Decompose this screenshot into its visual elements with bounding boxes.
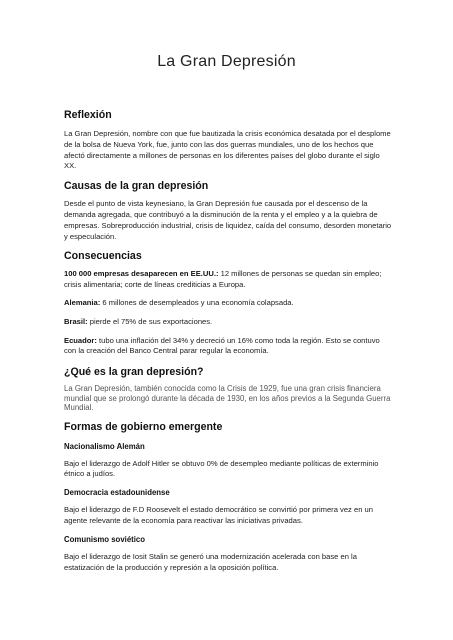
consecuencia-item xyxy=(64,269,392,291)
paragraph-democracia: Bajo el liderazgo de F.D Roosevelt el estado democrático se convirtió por primera vez en un agente relevante de la economía para reactivar las iniciativas privadas. xyxy=(64,505,373,526)
subheading-nacionalismo: Nacionalismo Alemán xyxy=(64,441,145,451)
heading-formas: Formas de gobierno emergente xyxy=(64,420,223,433)
consecuencia-label: 100 000 empresas desaparecen en EE.UU.: xyxy=(64,269,219,279)
consecuencia-item xyxy=(64,336,392,358)
consecuencia-text: 6 millones de desempleados y una economía colapsada. xyxy=(100,297,294,307)
subheading-comunismo: Comunismo soviético xyxy=(64,534,146,544)
consecuencia-text: 12 millones de personas se quedan sin empleo; crisis alimentaria; corte de líneas crediticias a Europa. xyxy=(64,269,382,290)
consecuencia-label: Ecuador: xyxy=(64,335,97,345)
consecuencia-text: pierde el 75% de sus exportaciones. xyxy=(87,316,213,326)
paragraph-que-es: La Gran Depresión, también conocida como la Crisis de 1929, fue una gran crisis financiera mundial que se prolongó durante la década de 1930, en los años previos a la Segunda Guerra Mundial. xyxy=(64,384,391,413)
heading-reflexion: Reflexión xyxy=(64,109,112,121)
heading-que-es: ¿Qué es la gran depresión? xyxy=(64,366,204,379)
paragraph-nacionalismo: Bajo el liderazgo de Adolf Hitler se obtuvo 0% de desempleo mediante políticas de exterminio étnico a judíos. xyxy=(64,458,379,479)
paragraph-comunismo: Bajo el liderazgo de Iosit Stalin se generó una modernización acelerada con base en la estatización de la producción y represión a la oposición política. xyxy=(64,551,357,572)
consecuencia-label: Alemania: xyxy=(64,297,101,307)
paragraph-reflexion: La Gran Depresión, nombre con que fue bautizada la crisis económica desatada por el desplome de la bolsa de Nueva York, fue, junto con las dos guerras mundiales, uno de los hechos que afectó directamente a millones de personas en los diferentes países del globo durante el siglo XX. xyxy=(64,129,391,171)
consecuencia-item xyxy=(64,298,392,309)
heading-causas: Causas de la gran depresión xyxy=(64,180,209,193)
consecuencia-text: tubo una inflación del 34% y decreció un 16% como toda la región. Esto se contuvo con la creación del Banco Central parar regular la economía. xyxy=(64,335,380,356)
consecuencia-item xyxy=(64,317,392,328)
consecuencia-label: Brasil: xyxy=(64,316,88,326)
subheading-democracia: Democracia estadounidense xyxy=(64,488,170,498)
document-title: La Gran Depresión xyxy=(157,53,296,70)
document-body xyxy=(64,108,392,573)
paragraph-causas: Desde el punto de vista keynesiano, la Gran Depresión fue causada por el descenso de la demanda agregada, que contribuyó a la disminución de la renta y el empleo y a la quiebra de empresas. Sobreproducción industrial, crisis de liquidez, caída del consumo, desorden monetario y especulación. xyxy=(64,199,392,241)
heading-consecuencias: Consecuencias xyxy=(64,250,142,263)
